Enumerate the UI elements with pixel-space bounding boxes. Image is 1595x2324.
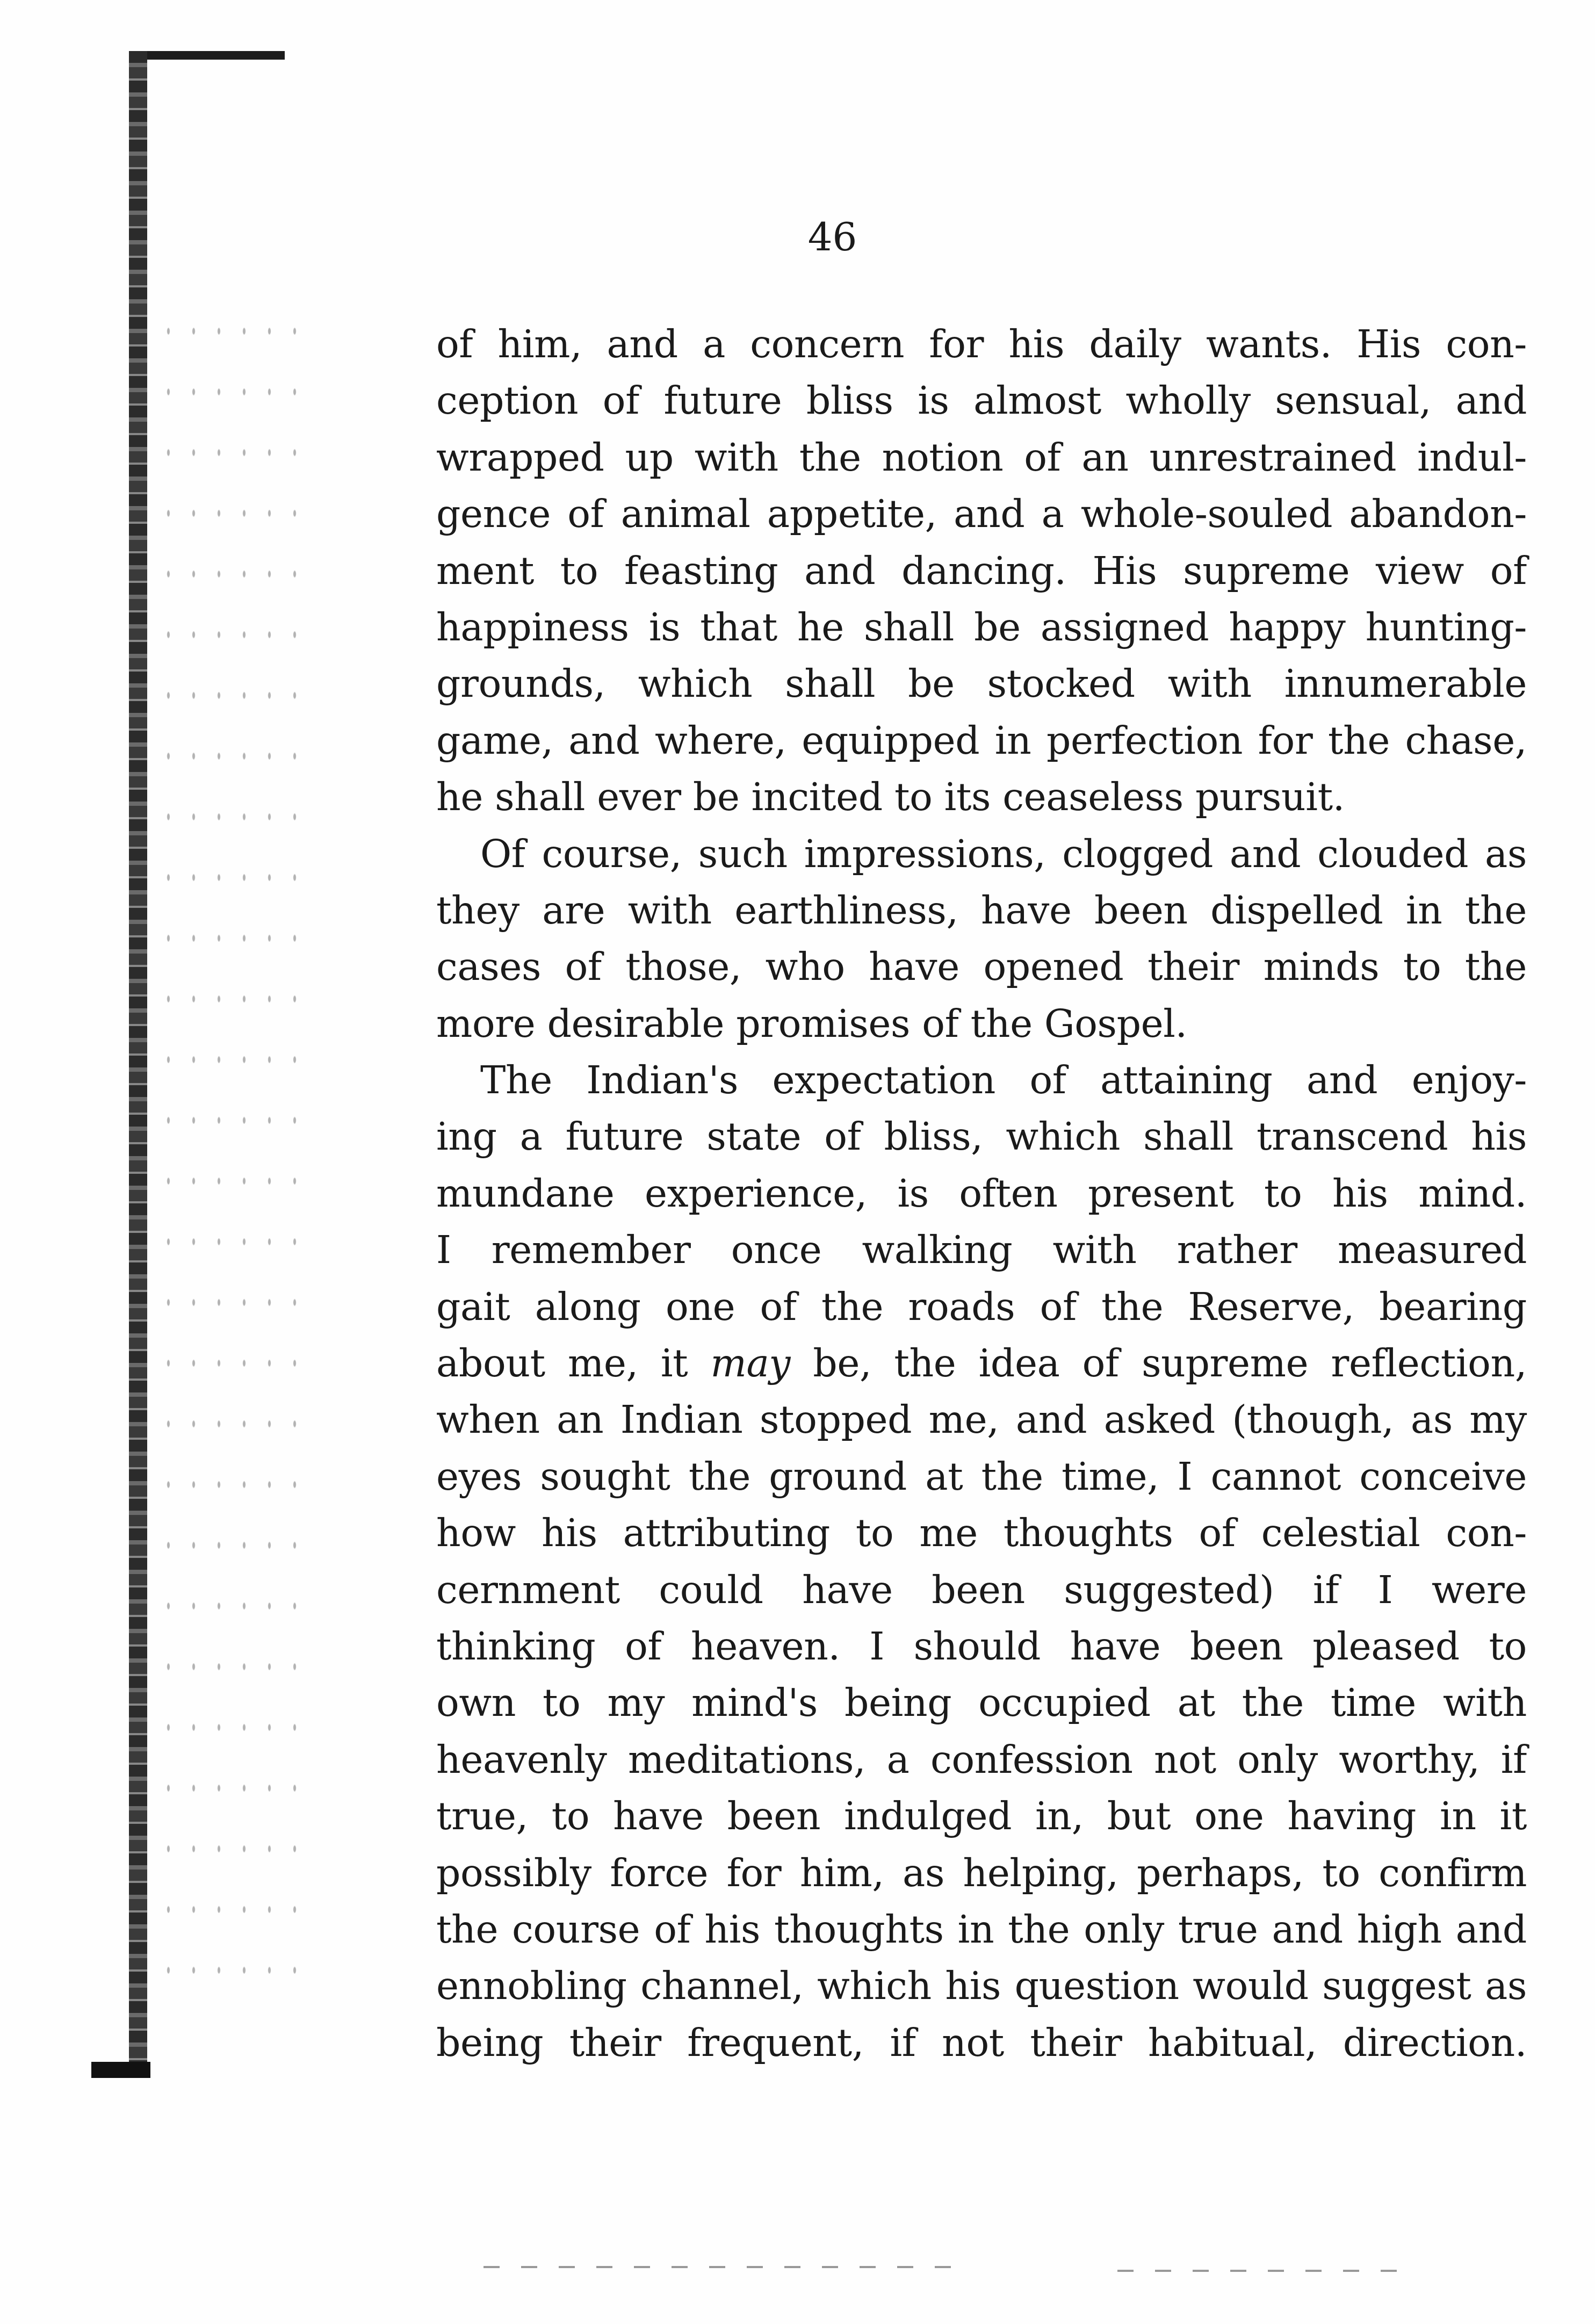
text-line: thinking of heaven. I should have been pleased to xyxy=(436,1623,1527,1669)
text-line: gait along one of the roads of the Reserve, bearing xyxy=(436,1284,1527,1329)
scan-specks xyxy=(156,301,317,2020)
text-line xyxy=(436,1335,1527,1391)
scan-noise-bottom-right xyxy=(1117,2270,1418,2272)
italic-word: may xyxy=(710,1341,791,1386)
text-line: he shall ever be incited to its ceaseless pursuit. xyxy=(436,775,1345,820)
text-line: happiness is that he shall be assigned happy hunting- xyxy=(436,604,1527,649)
binding-edge xyxy=(129,51,147,2076)
binding-foot-mark xyxy=(91,2062,150,2078)
body-text xyxy=(436,316,1527,2071)
text-line: of him, and a concern for his daily wants. His con- xyxy=(436,322,1527,366)
page-number: 46 xyxy=(807,214,857,259)
text-line: they are with earthliness, have been dispelled in the xyxy=(436,887,1527,933)
text-line: ing a future state of bliss, which shall transcend his xyxy=(436,1114,1527,1159)
text-line: gence of animal appetite, and a whole-souled abandon- xyxy=(436,492,1527,537)
text-line: cases of those, who have opened their minds to the xyxy=(436,944,1527,990)
text-line: I remember once walking with rather measured xyxy=(436,1228,1527,1273)
text-line: how his attributing to me thoughts of celestial con- xyxy=(436,1511,1527,1556)
text-line: mundane experience, is often present to his mind. xyxy=(436,1171,1527,1216)
text-line: eyes sought the ground at the time, I cannot conceive xyxy=(436,1454,1527,1499)
text-line: the course of his thoughts in the only true and high and xyxy=(436,1907,1527,1952)
text-line: grounds, which shall be stocked with innumerable xyxy=(436,661,1527,706)
binding-top-edge xyxy=(129,51,285,60)
text-line: true, to have been indulged in, but one having in it xyxy=(436,1794,1527,1839)
text-line: ment to feasting and dancing. His supreme view of xyxy=(436,548,1527,593)
text-line: being their frequent, if not their habitual, direction. xyxy=(436,2020,1527,2065)
text-line: when an Indian stopped me, and asked (though, as my xyxy=(436,1397,1527,1442)
text-line: cernment could have been suggested) if I were xyxy=(436,1567,1527,1612)
text-line: ception of future bliss is almost wholly sensual, and xyxy=(436,378,1527,423)
scan-noise-bottom xyxy=(483,2266,967,2268)
text-line: own to my mind's being occupied at the time with xyxy=(436,1680,1527,1726)
text-segment: be, the idea of supreme reflection, xyxy=(790,1341,1527,1386)
text-line: wrapped up with the notion of an unrestrained indul- xyxy=(436,435,1527,480)
text-line: Of course, such impressions, clogged and clouded as xyxy=(480,831,1527,876)
text-line: ennobling channel, which his question would suggest as xyxy=(436,1964,1527,2009)
text-line: game, and where, equipped in perfection for the chase, xyxy=(436,718,1527,763)
text-line: more desirable promises of the Gospel. xyxy=(436,1001,1187,1046)
text-line: The Indian's expectation of attaining and enjoy- xyxy=(480,1058,1527,1103)
text-segment: about me, it xyxy=(436,1341,688,1386)
text-line: heavenly meditations, a confession not only worthy, if xyxy=(436,1737,1527,1782)
text-line: possibly force for him, as helping, perhaps, to confirm xyxy=(436,1850,1527,1895)
